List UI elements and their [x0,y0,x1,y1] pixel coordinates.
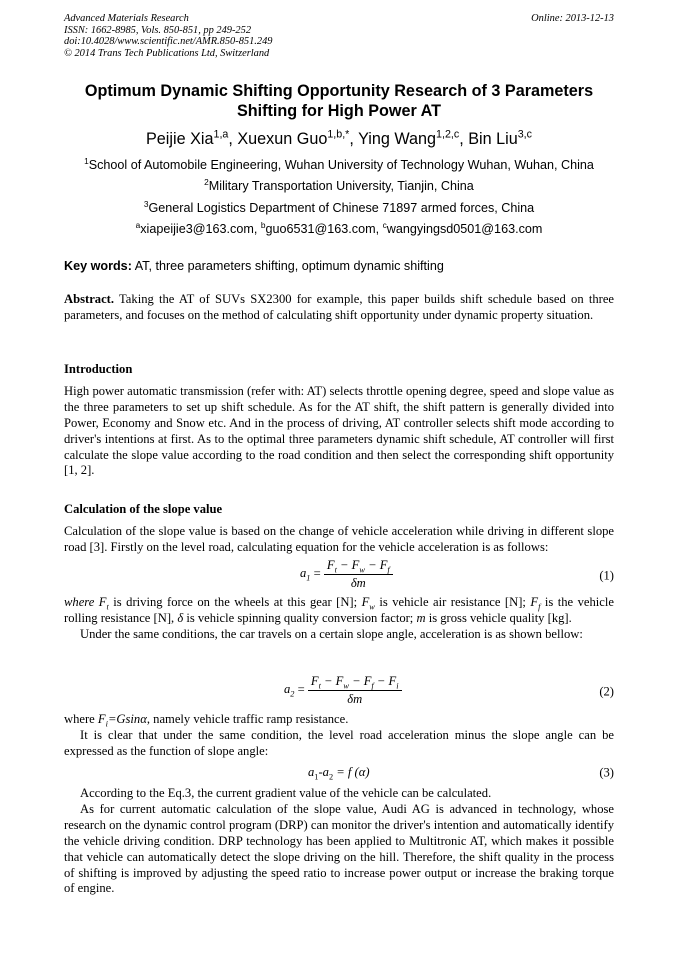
author-name: Bin Liu [468,130,518,148]
affiliation-text: School of Automobile Engineering, Wuhan University of Technology Wuhan, Wuhan, China [88,158,594,172]
eq2-fraction: $\frac{F_t - F_w - F_f - F_i}{\delta m}$ [308,674,402,707]
affiliation-sup: 1 [84,155,89,166]
email-sup: b [260,219,266,230]
paper-title [64,81,614,121]
email-line: $^a$xiapeijie3@163.com, $^b$guo6531@163.com, $^c$wangyingsd0501@163.com [135,219,543,236]
affiliation-2 [64,178,614,194]
affiliation-text: General Logistics Department of Chinese 71897 armed forces, China [148,201,535,215]
email-link[interactable]: guo6531@163.com [265,222,376,236]
doi-line: doi:10.4028/www.scientific.net/AMR.850-851.249 [64,36,273,47]
copyright-line: © 2014 Trans Tech Publications Ltd, Switzerland [64,47,270,59]
online-date: Online: 2013-12-13 [531,13,614,24]
author-sup: 1,2,c [436,128,460,141]
equation-1: $a_1$ = $\frac{F_t - F_w - F_f}{\delta m}$ (1) [300,558,614,590]
author-name: Peijie Xia [146,130,214,148]
journal-name: Advanced Materials Research [64,13,189,24]
section-heading: Introduction [64,362,133,376]
slope-paragraph-3: It is clear that under the same condition, the level road acceleration minus the slope angle can be expressed as the function of slope angle: [64,727,614,758]
author-sup: 3,c [517,128,532,141]
affiliation-text: Military Transportation University, Tianjin, China [208,179,474,193]
title-line-2: Shifting for High Power AT [236,102,442,120]
eq1-fraction: $\frac{F_t - F_w - F_f}{\delta m}$ [324,558,393,591]
slope-paragraph-4: According to the Eq.3, the current gradient value of the vehicle can be calculated. [80,786,492,800]
affiliation-3 [64,200,614,216]
journal-header [64,13,614,59]
affiliation-sup: 3 [143,198,149,209]
eq2-lhs: $a_2$ [284,682,295,699]
author-name: Xuexun Guo [237,130,328,148]
slope-paragraph-5: As for current automatic calculation of the slope value, Audi AG is advanced in technology, whose research on the dynamic control program (DRP) can monitor the driver's intention and automatically identify the vehicle driving condition. DRP technology has been applied to Multitronic AT, which makes it possible that vehicle can automatically detect the slope driving on the hill. Therefore, the shift quality in the process of shifting is improved by adjusting the speed ratio to increase power output or increase the braking torque of engine. [64,801,614,896]
title-line-1: Optimum Dynamic Shifting Opportunity Research of 3 Parameters [84,82,594,100]
keywords-label: Key words: [64,259,132,273]
equation-number: (1) [599,568,614,583]
equation-number: (2) [599,684,614,699]
abstract-text: Taking the AT of SUVs SX2300 for example, this paper builds shift schedule based on three parameters, and focuses on the method of calculating shift opportunity under dynamic property situation. [64,292,614,322]
equation-3: $a_1-a_2 = f$ (α) (3) [308,765,614,782]
author-name: Ying Wang [358,130,437,148]
where-ramp-resistance: where $F_i=Gsin\alpha$, namely vehicle traffic ramp resistance. It is clear that under the same condition, the level road acceleration minus the slope angle can be expressed as the function of slope angle: [64,712,614,758]
keywords-text: AT, three parameters shifting, optimum dynamic shifting [131,259,444,273]
abstract [64,292,614,324]
slope-section [64,502,614,556]
introduction-section [64,362,614,479]
affiliation-1 [64,157,614,173]
introduction-text: High power automatic transmission (refer with: AT) selects throttle opening degree, speed and slope value as the three parameters to set up shift schedule. As for the AT shift, the shift pattern is generally divided into Power, Economy and Snow etc. And in the process of driving, AT controller selects shift mode according to driver's intentions at first. As to the optimal three parameters dynamic shift schedule, AT controller will first calculate the slope value according to the road condition and then select the corresponding shift opportunity [1, 2]. [64,383,614,478]
keywords [64,258,614,274]
where-definitions: where $F_t$ is driving force on the wheels at this gear [N]; $F_w$ is vehicle air resistance [N]; $F_f$ is the vehicle rolling resistance [N], δ is vehicle spinning quality conversion factor; m is gross vehicle quality [kg]. Under the same conditions, the car travels on a certain slope angle, acceleration is as shown bellow: [64,595,614,641]
abstract-label: Abstract. [64,292,115,306]
slope-paragraph-1: Calculation of the slope value is based on the change of vehicle acceleration while driving in different slope road [3]. Firstly on the level road, calculating equation for the vehicle acceleration is as follows: [64,523,614,554]
email-sup: a [135,219,141,230]
affiliation-sup: 2 [204,176,209,187]
author-sup: 1,a [213,128,229,141]
email-sup: c [382,219,387,230]
author-sup: 1,b,* [327,128,350,141]
email-link[interactable]: xiapeijie3@163.com [140,222,254,236]
section-heading: Calculation of the slope value [64,502,223,516]
eq1-lhs: $a_1$ [300,566,311,583]
email-link[interactable]: wangyingsd0501@163.com [386,222,543,236]
equation-number: (3) [599,765,614,780]
author-list: Peijie Xia$^{1,a}$, Xuexun Guo$^{1,b,*}$, Ying Wang$^{1,2,c}$, Bin Liu$^{3,c}$ [146,128,532,148]
slope-paragraph-2: Under the same conditions, the car travels on a certain slope angle, acceleration is as shown bellow: [80,626,583,641]
issn-line: ISSN: 1662-8985, Vols. 850-851, pp 249-252 [64,24,252,36]
slope-paragraphs-final [64,786,614,897]
equation-2: $a_2$ = $\frac{F_t - F_w - F_f - F_i}{\delta m}$ (2) [284,674,614,706]
